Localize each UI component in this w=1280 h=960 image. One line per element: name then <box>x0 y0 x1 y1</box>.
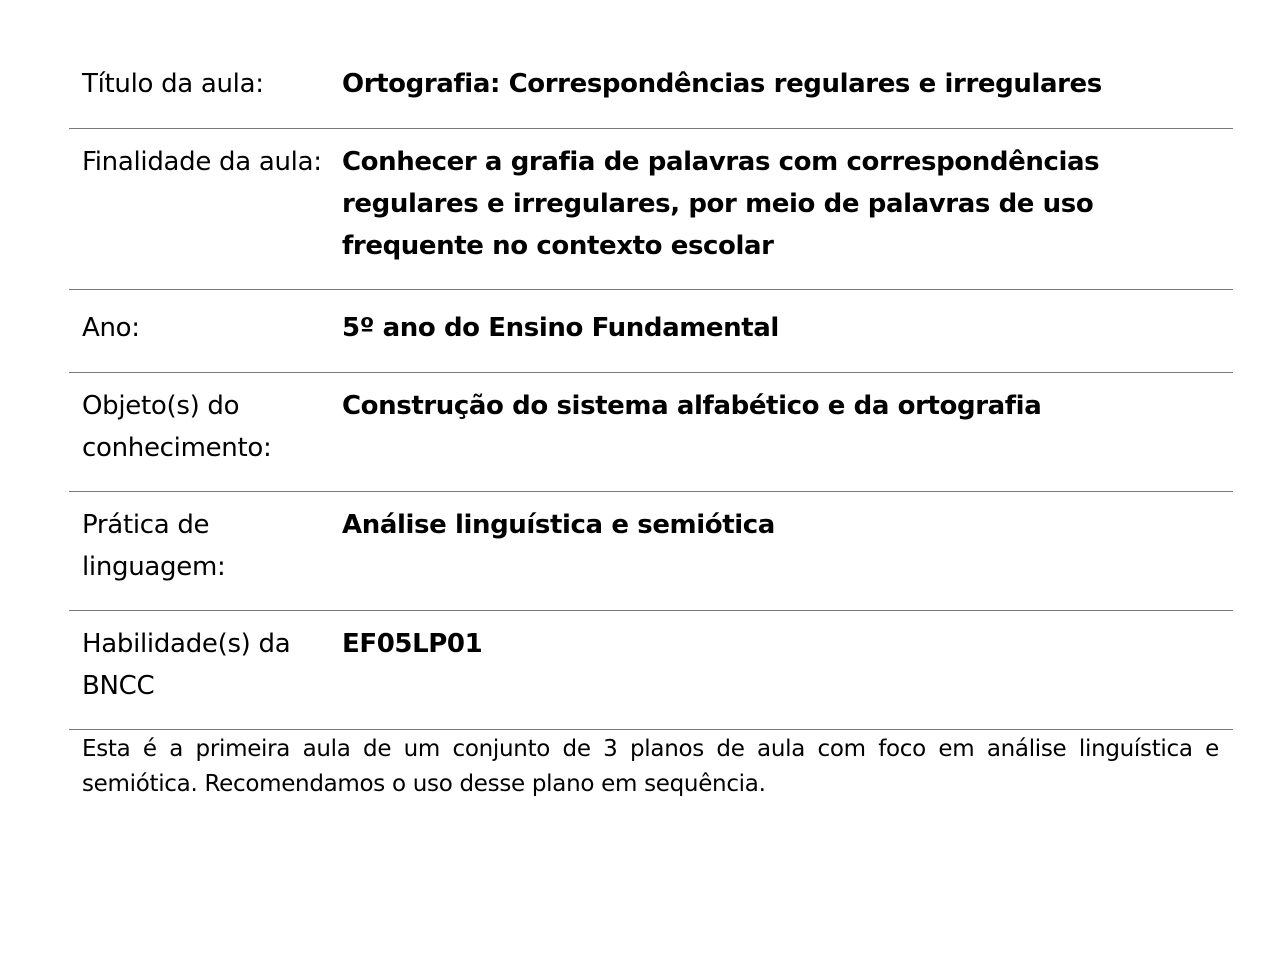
row-value: Conhecer a grafia de palavras com correspondências regulares e irregulares, por meio de palavras de uso frequente no contexto escolar <box>342 147 1100 261</box>
row-value: 5º ano do Ensino Fundamental <box>342 313 779 343</box>
table-row-language-practice <box>69 492 1233 611</box>
row-label: Habilidade(s) da BNCC <box>82 629 291 701</box>
row-label: Finalidade da aula: <box>82 147 322 177</box>
row-label: Prática de linguagem: <box>82 510 226 582</box>
row-label: Objeto(s) do conhecimento: <box>82 391 272 463</box>
row-value: Análise linguística e semiótica <box>342 510 775 540</box>
row-value: Ortografia: Correspondências regulares e irregulares <box>342 69 1102 99</box>
row-value: EF05LP01 <box>342 629 483 659</box>
table-row-bncc-skill <box>69 611 1233 730</box>
table-row-lesson-purpose <box>69 129 1233 290</box>
table-row-knowledge-object <box>69 373 1233 492</box>
table-row-lesson-title <box>69 46 1233 129</box>
sequence-note: Esta é a primeira aula de um conjunto de 3 planos de aula com foco em análise linguística e semiótica. Recomendamos o uso desse plano em sequência. <box>82 736 1219 797</box>
row-value: Construção do sistema alfabético e da ortografia <box>342 391 1042 421</box>
table-row-school-year <box>69 290 1233 373</box>
row-label: Ano: <box>82 313 140 343</box>
lesson-info-table <box>69 46 1233 730</box>
row-label: Título da aula: <box>82 69 264 99</box>
